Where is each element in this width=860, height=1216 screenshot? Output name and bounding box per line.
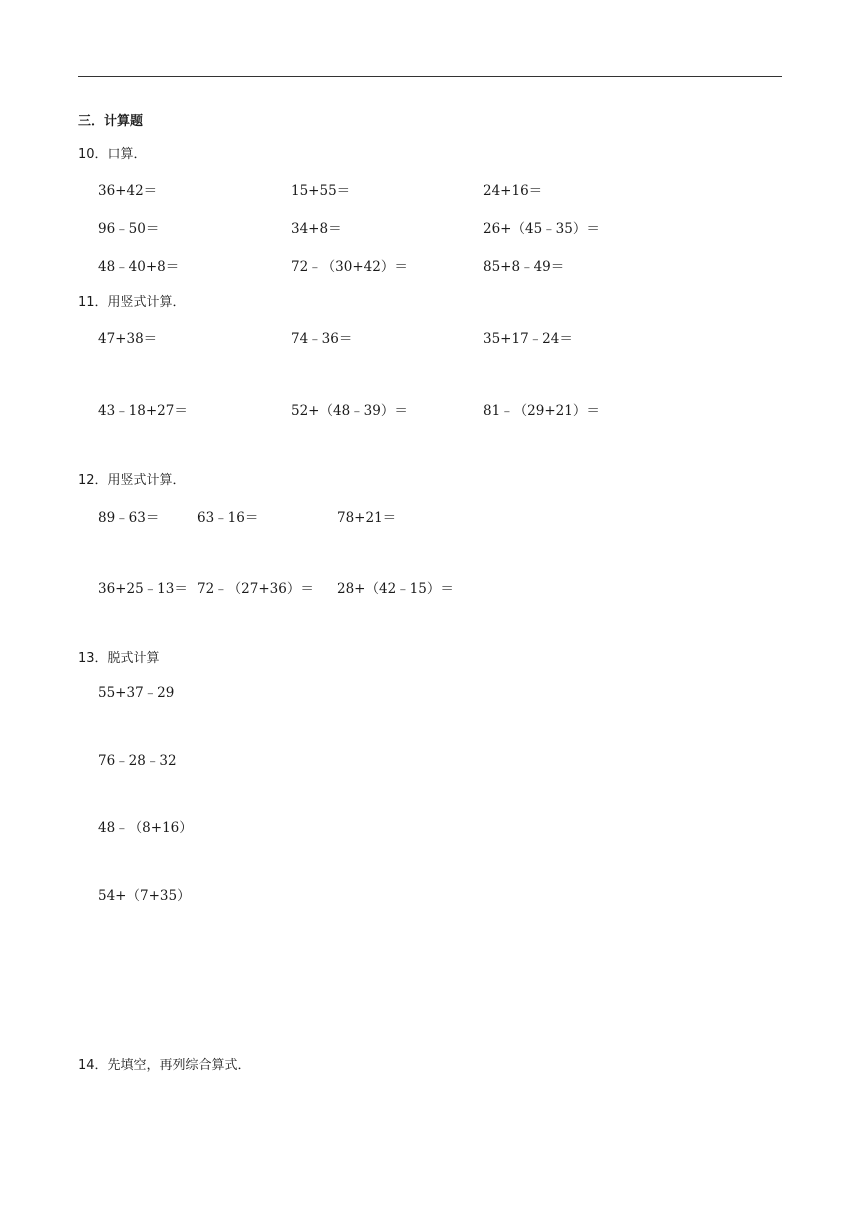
expression: 81﹣（29+21）＝ [483, 403, 600, 419]
expression: 24+16＝ [483, 183, 543, 199]
expression: 55+37﹣29 [98, 685, 175, 701]
expression: 72﹣（30+42）＝ [291, 259, 408, 275]
expression: 74﹣36＝ [291, 331, 353, 347]
expression: 36+25﹣13＝ [98, 581, 188, 597]
expression: 47+38＝ [98, 331, 158, 347]
section-title: 三．计算题 [78, 114, 144, 129]
expression: 78+21＝ [337, 510, 397, 526]
expression: 43﹣18+27＝ [98, 403, 188, 419]
expression: 76﹣28﹣32 [98, 753, 177, 769]
expression: 48﹣40+8＝ [98, 259, 180, 275]
expression: 72﹣（27+36）＝ [197, 581, 314, 597]
expression: 85+8﹣49＝ [483, 259, 565, 275]
expression: 48﹣（8+16） [98, 820, 193, 836]
expression: 36+42＝ [98, 183, 158, 199]
expression: 54+（7+35） [98, 888, 191, 904]
expression: 34+8＝ [291, 221, 342, 237]
expression: 26+（45﹣35）＝ [483, 221, 600, 237]
question-10-label: 10．口算． [78, 147, 147, 162]
question-11-label: 11．用竖式计算． [78, 295, 186, 310]
expression: 15+55＝ [291, 183, 351, 199]
expression: 52+（48﹣39）＝ [291, 403, 408, 419]
header-rule [78, 76, 782, 77]
question-12-label: 12．用竖式计算． [78, 473, 186, 488]
expression: 96﹣50＝ [98, 221, 160, 237]
expression: 35+17﹣24＝ [483, 331, 573, 347]
question-13-label: 13．脱式计算 [78, 651, 160, 666]
expression: 63﹣16＝ [197, 510, 259, 526]
question-14-label: 14．先填空，再列综合算式． [78, 1058, 251, 1073]
expression: 89﹣63＝ [98, 510, 160, 526]
expression: 28+（42﹣15）＝ [337, 581, 454, 597]
